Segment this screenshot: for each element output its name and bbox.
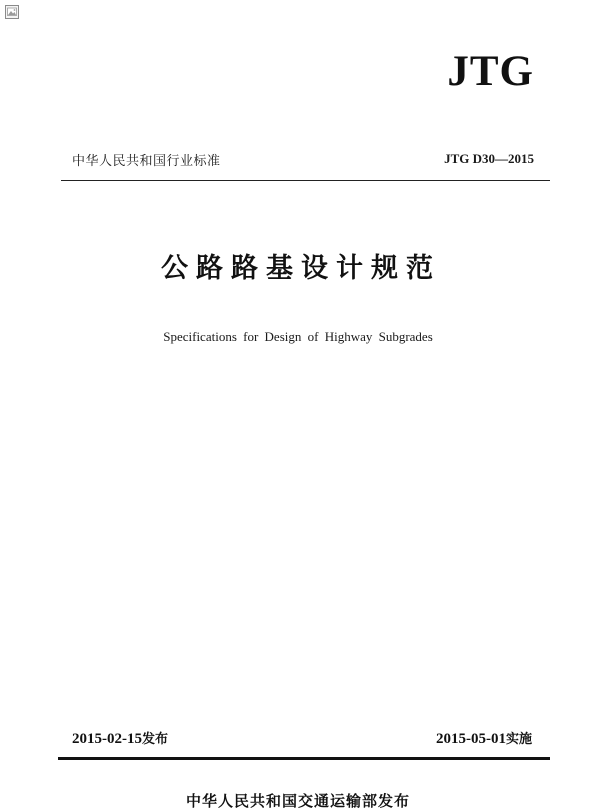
standard-number: JTG D30—2015	[444, 151, 534, 166]
effective-date-label: 实施	[505, 732, 532, 747]
top-divider	[61, 180, 550, 181]
effective-date-value: 2015-05-01	[435, 731, 506, 747]
header-row	[72, 150, 534, 170]
document-title-chinese: 公路路基设计规范	[161, 253, 441, 284]
issue-date	[72, 728, 168, 748]
document-title-english: Specifications for Design of Highway Subgrades	[163, 329, 433, 344]
brand-mark: JTG	[447, 48, 534, 95]
effective-date	[436, 728, 532, 748]
date-row	[72, 728, 532, 748]
bottom-divider	[58, 757, 550, 760]
standard-category: 中华人民共和国行业标准	[72, 154, 221, 169]
issue-date-label: 发布	[142, 732, 169, 747]
publisher: 中华人民共和国交通运输部发布	[185, 792, 410, 810]
image-placeholder-icon	[5, 5, 19, 19]
issue-date-value: 2015-02-15	[72, 731, 142, 747]
